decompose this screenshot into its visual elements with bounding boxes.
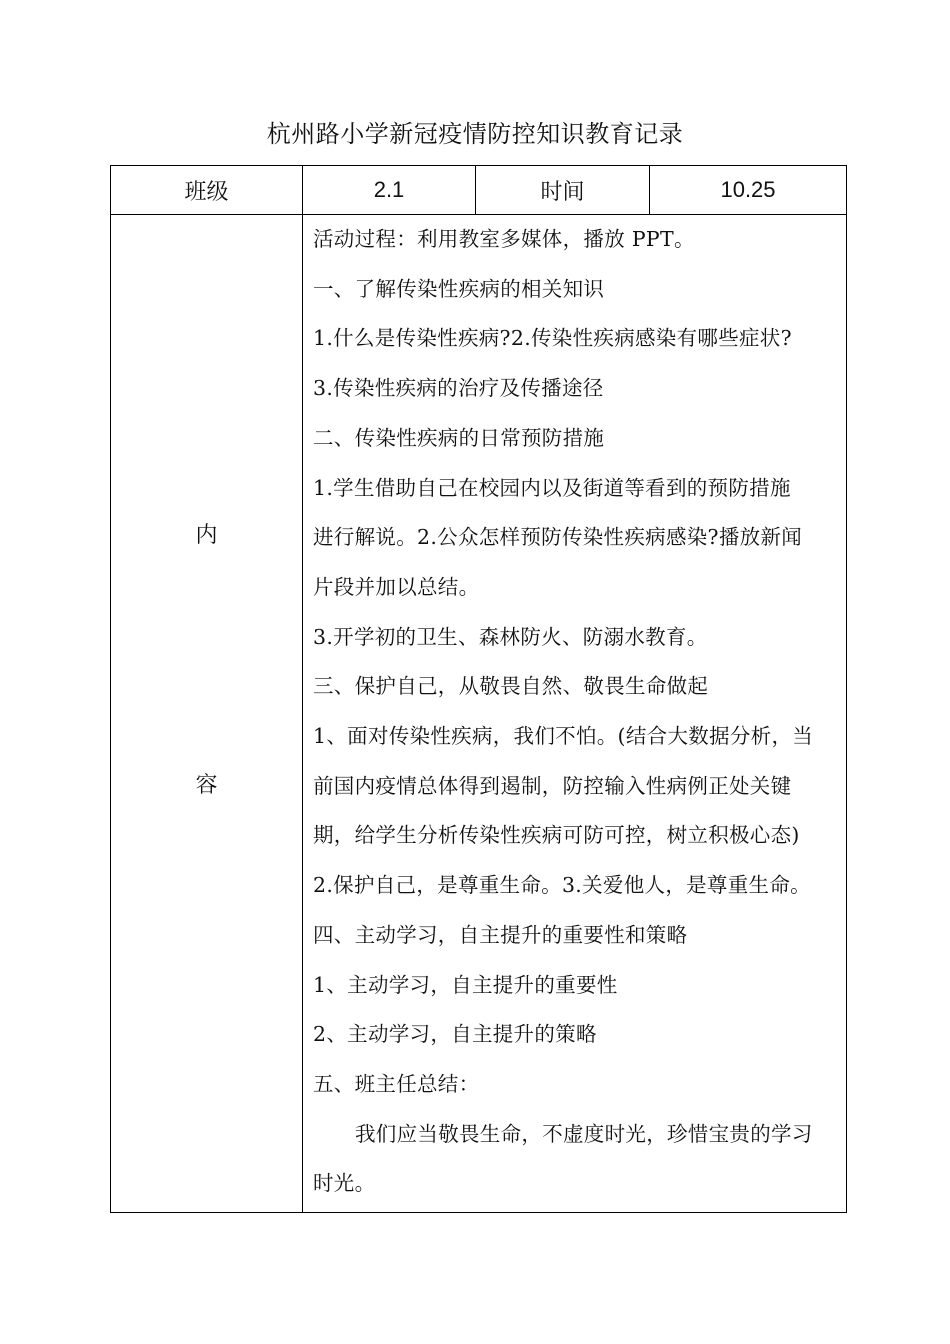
content-cell [303, 215, 847, 1213]
time-value: 10.25 [650, 166, 847, 215]
time-label: 时间 [476, 166, 650, 215]
content-line: 1、面对传染性疾病，我们不怕。(结合大数据分析，当 [313, 724, 814, 749]
content-line: 二、传染性疾病的日常预防措施 [313, 425, 605, 450]
content-line: 1、主动学习，自主提升的重要性 [313, 972, 618, 997]
header-row [111, 166, 847, 215]
content-row [111, 215, 847, 1213]
content-label-char-2: 容 [195, 773, 218, 798]
page-title: 杭州路小学新冠疫情防控知识教育记录 [266, 120, 684, 148]
content-line: 时光。 [313, 1171, 376, 1196]
content-label-char-1: 内 [195, 523, 218, 548]
content-line: 我们应当敬畏生命，不虚度时光，珍惜宝贵的学习 [355, 1121, 813, 1146]
content-line: 2、主动学习，自主提升的策略 [313, 1022, 597, 1047]
content-line: 三、保护自己，从敬畏自然、敬畏生命做起 [313, 674, 709, 699]
content-line: 期，给学生分析传染性疾病可防可控，树立积极心态) [313, 823, 800, 848]
content-line: 3.传染性疾病的治疗及传播途径 [313, 376, 604, 401]
class-label: 班级 [111, 166, 303, 215]
content-label-cell [111, 215, 303, 1213]
content-line: 2.保护自己，是尊重生命。3.关爱他人，是尊重生命。 [313, 873, 811, 898]
content-line: 前国内疫情总体得到遏制，防控输入性病例正处关键 [313, 773, 792, 798]
content-line: 五、班主任总结： [313, 1071, 480, 1096]
record-table [110, 165, 847, 1213]
content-line: 进行解说。2.公众怎样预防传染性疾病感染?播放新闻 [313, 525, 803, 550]
content-line: 活动过程：利用教室多媒体，播放 PPT。 [313, 227, 695, 251]
content-line: 片段并加以总结。 [313, 574, 480, 599]
content-line: 一、了解传染性疾病的相关知识 [313, 276, 605, 301]
content-body [313, 215, 846, 1209]
content-line: 3.开学初的卫生、森林防火、防溺水教育。 [313, 624, 708, 649]
class-value: 2.1 [303, 166, 476, 215]
content-line: 四、主动学习，自主提升的重要性和策略 [313, 922, 688, 947]
content-line: 1.什么是传染性疾病?2.传染性疾病感染有哪些症状? [313, 326, 792, 351]
content-line: 1.学生借助自己在校园内以及街道等看到的预防措施 [313, 475, 791, 500]
